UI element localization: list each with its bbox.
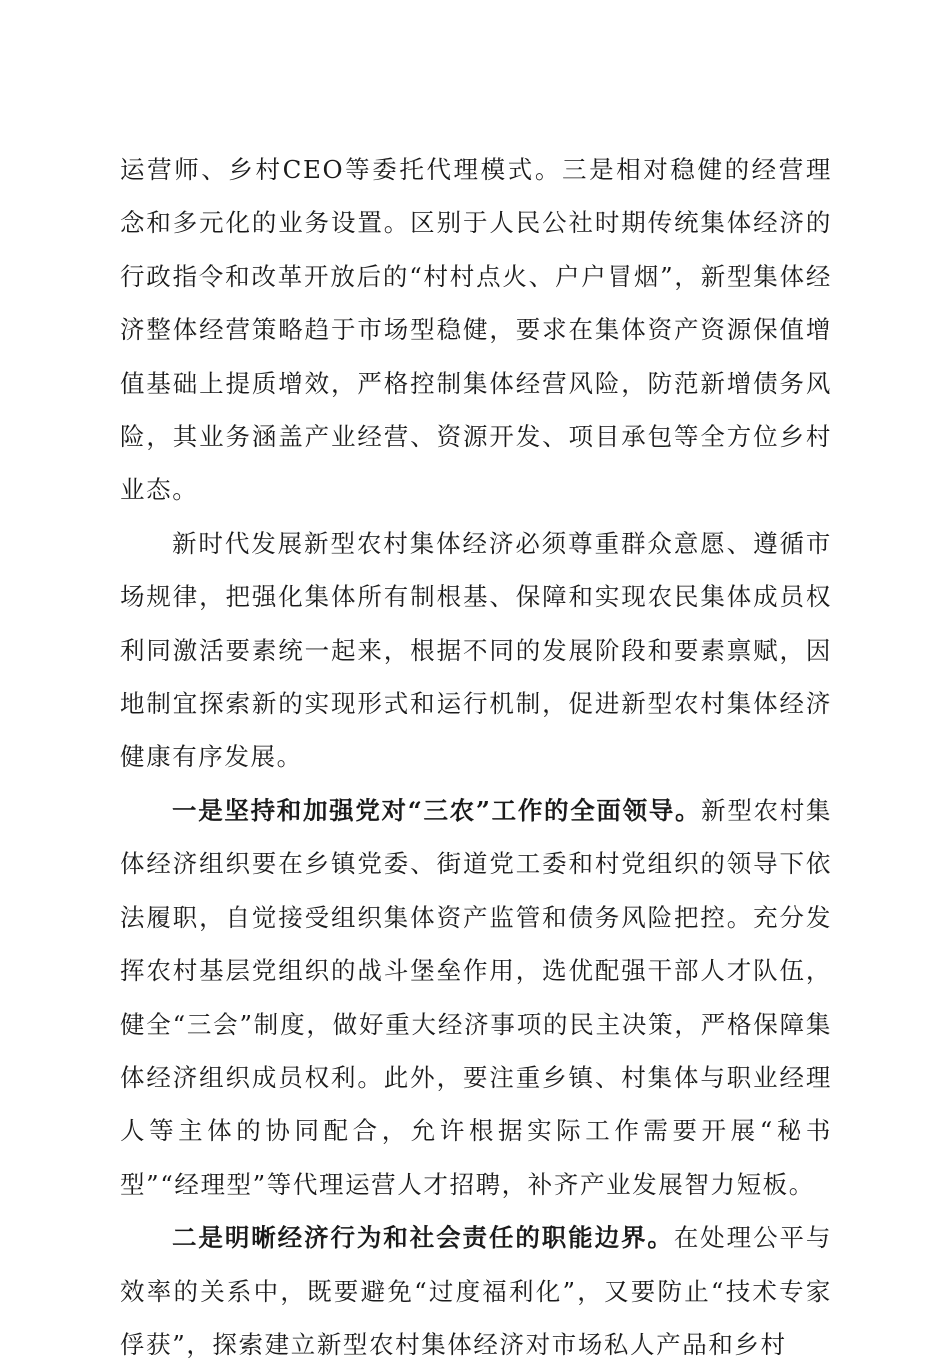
- paragraph-text: 在处理公平与效率的关系中，既要避免“过度福利化”，又要防止“技术专家俘获”，探索建立新型农村集体经济对市场私人产品和乡村: [120, 1223, 832, 1359]
- paragraph-overview: [120, 517, 832, 784]
- paragraph-text: 新型农村集体经济组织要在乡镇党委、街道党工委和村党组织的领导下依法履职，自觉接受组织集体资产监管和债务风险把控。充分发挥农村基层党组织的战斗堡垒作用，选优配强干部人才队伍，健全“三会”制度，做好重大经济事项的民主决策，严格保障集体经济组织成员权利。此外，要注重乡镇、村集体与职业经理人等主体的协同配合，允许根据实际工作需要开展“秘书型”“经理型”等代理运营人才招聘，补齐产业发展智力短板。: [120, 795, 832, 1199]
- paragraph-text: 运营师、乡村CEO等委托代理模式。三是相对稳健的经营理念和多元化的业务设置。区别于人民公社时期传统集体经济的行政指令和改革开放后的“村村点火、户户冒烟”，新型集体经济整体经营策略趋于市场型稳健，要求在集体资产资源保值增值基础上提质增效，严格控制集体经营风险，防范新增债务风险，其业务涵盖产业经营、资源开发、项目承包等全方位乡村业态。: [120, 155, 832, 505]
- document-body: [120, 143, 832, 1371]
- paragraph-point-two: [120, 1211, 832, 1371]
- paragraph-continuation: [120, 143, 832, 517]
- paragraph-text: 新时代发展新型农村集体经济必须尊重群众意愿、遵循市场规律，把强化集体所有制根基、保障和实现农民集体成员权利同激活要素统一起来，根据不同的发展阶段和要素禀赋，因地制宜探索新的实现形式和运行机制，促进新型农村集体经济健康有序发展。: [120, 528, 832, 772]
- paragraph-lead-heading: 一是坚持和加强党对“三农”工作的全面领导。: [172, 795, 702, 825]
- paragraph-point-one: [120, 784, 832, 1211]
- paragraph-lead-heading: 二是明晰经济行为和社会责任的职能边界。: [172, 1223, 674, 1253]
